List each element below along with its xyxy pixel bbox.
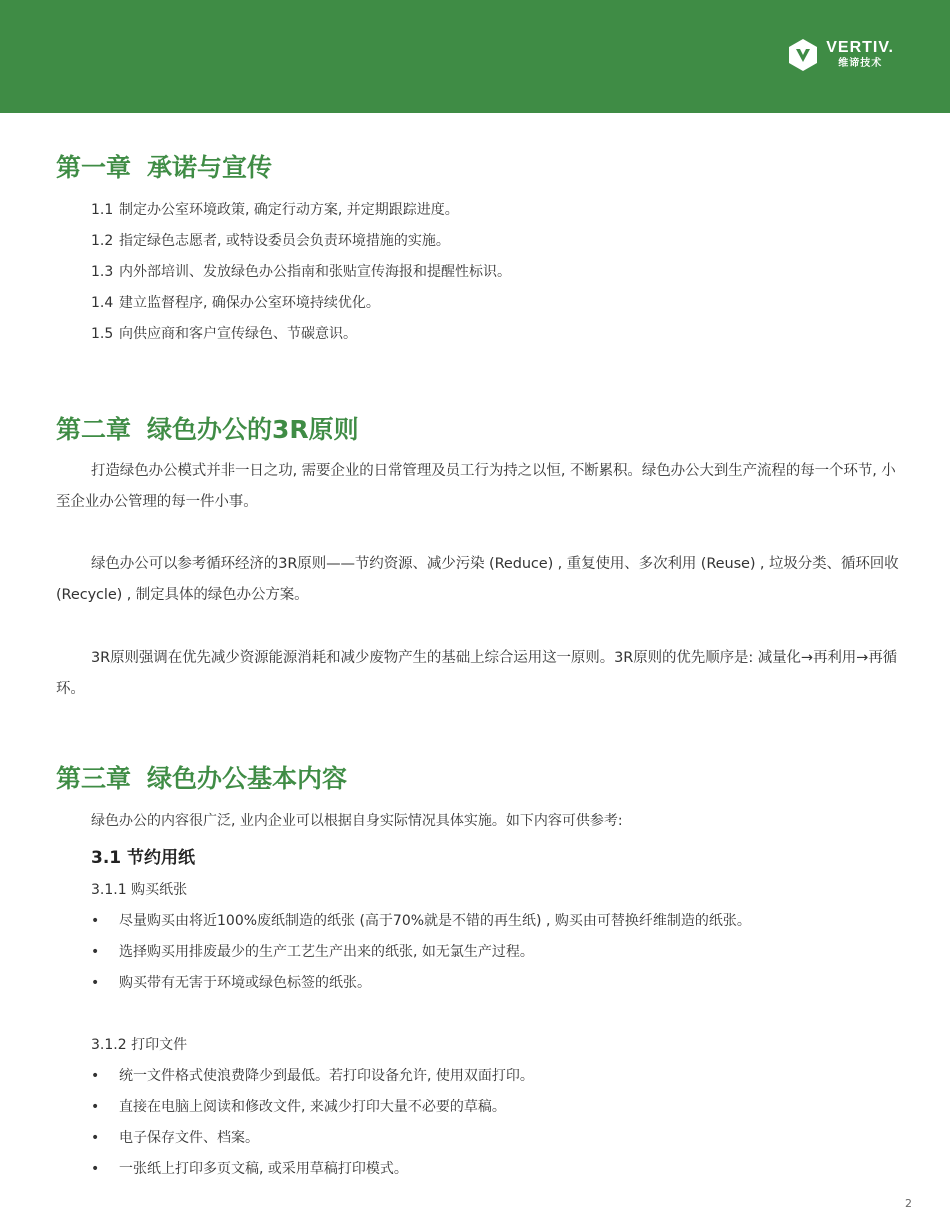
chapter3-number: 第三章 <box>56 764 132 793</box>
list-item <box>91 942 534 962</box>
chapter1-item <box>91 200 459 220</box>
bullet-icon: • <box>91 1161 100 1177</box>
list-item-text: 统一文件格式使浪费降少到最低。若打印设备允许, 使用双面打印。 <box>119 1068 534 1084</box>
vertiv-logo <box>788 38 894 72</box>
chapter1-item <box>91 231 450 251</box>
header-band <box>0 0 950 113</box>
bullet-icon: • <box>91 1099 100 1115</box>
chapter3-title <box>56 764 347 794</box>
chapter1-item <box>91 293 380 313</box>
item-text: 指定绿色志愿者, 或特设委员会负责环境措施的实施。 <box>119 233 450 249</box>
item-text: 内外部培训、发放绿色办公指南和张贴宣传海报和提醒性标识。 <box>119 264 511 280</box>
list-item-text: 一张纸上打印多页文稿, 或采用草稿打印模式。 <box>119 1161 408 1177</box>
subsection-3-1-1-title: 3.1.1 购买纸张 <box>91 882 188 898</box>
subsection-3-1-2-title: 3.1.2 打印文件 <box>91 1037 188 1053</box>
list-item <box>91 1159 408 1179</box>
section-3-1-title: 3.1 节约用纸 <box>91 848 196 868</box>
item-number: 1.3 <box>91 264 114 280</box>
list-item <box>91 1066 534 1086</box>
vertiv-logo-icon <box>788 38 818 72</box>
list-item-text: 直接在电脑上阅读和修改文件, 来减少打印大量不必要的草稿。 <box>119 1099 506 1115</box>
chapter1-item <box>91 262 511 282</box>
chapter2-heading: 绿色办公的3R原则 <box>147 415 359 444</box>
chapter2-paragraph: 绿色办公可以参考循环经济的3R原则——节约资源、减少污染 (Reduce) , 重复使用、多次利用 (Reuse) , 垃圾分类、循环回收 (Recycle) , 制定具体的绿色办公方案。 <box>56 556 899 603</box>
chapter3-intro: 绿色办公的内容很广泛, 业内企业可以根据自身实际情况具体实施。如下内容可供参考: <box>91 813 623 829</box>
list-item-text: 电子保存文件、档案。 <box>119 1130 259 1146</box>
item-number: 1.1 <box>91 202 114 218</box>
chapter2-paragraph: 打造绿色办公模式并非一日之功, 需要企业的日常管理及员工行为持之以恒, 不断累积。绿色办公大到生产流程的每一个环节, 小至企业办公管理的每一件小事。 <box>56 463 896 510</box>
chapter3-heading: 绿色办公基本内容 <box>147 764 348 793</box>
item-text: 向供应商和客户宣传绿色、节碳意识。 <box>119 326 357 342</box>
bullet-icon: • <box>91 913 100 929</box>
logo-sub-text: 维谛技术 <box>838 58 883 69</box>
chapter1-heading: 承诺与宣传 <box>147 153 273 182</box>
bullet-icon: • <box>91 975 100 991</box>
chapter2-number: 第二章 <box>56 415 132 444</box>
list-item-text: 购买带有无害于环境或绿色标签的纸张。 <box>119 975 371 991</box>
item-number: 1.4 <box>91 295 114 311</box>
bullet-icon: • <box>91 944 100 960</box>
item-number: 1.5 <box>91 326 114 342</box>
list-item <box>91 973 371 993</box>
chapter1-number: 第一章 <box>56 153 132 182</box>
chapter2-title <box>56 415 359 445</box>
page-number: 2 <box>905 1197 912 1210</box>
list-item-text: 选择购买用排废最少的生产工艺生产出来的纸张, 如无氯生产过程。 <box>119 944 534 960</box>
list-item-text: 尽量购买由将近100%废纸制造的纸张 (高于70%就是不错的再生纸) , 购买由可替换纤维制造的纸张。 <box>119 913 751 929</box>
list-item <box>91 1128 259 1148</box>
bullet-icon: • <box>91 1068 100 1084</box>
list-item <box>91 911 751 931</box>
bullet-icon: • <box>91 1130 100 1146</box>
list-item <box>91 1097 506 1117</box>
item-text: 建立监督程序, 确保办公室环境持续优化。 <box>119 295 380 311</box>
chapter1-item <box>91 324 357 344</box>
chapter1-title <box>56 153 272 183</box>
item-number: 1.2 <box>91 233 114 249</box>
item-text: 制定办公室环境政策, 确定行动方案, 并定期跟踪进度。 <box>119 202 459 218</box>
chapter2-paragraph: 3R原则强调在优先减少资源能源消耗和减少废物产生的基础上综合运用这一原则。3R原则的优先顺序是: 减量化→再利用→再循环。 <box>56 650 897 697</box>
logo-brand-text: VERTIV. <box>826 39 894 56</box>
